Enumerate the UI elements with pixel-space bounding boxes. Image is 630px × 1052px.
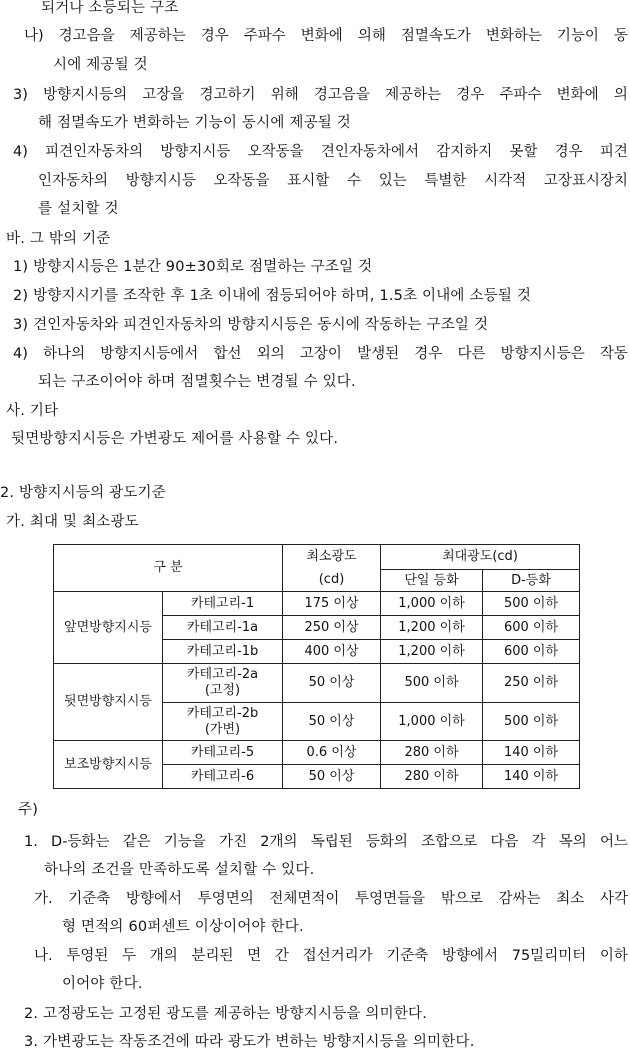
word: 어느 — [599, 834, 628, 850]
text-line: 해 점멸속도가 변화하는 기능이 동시에 제공될 것 — [38, 115, 351, 131]
min-cell: 400 이상 — [283, 640, 381, 664]
word: 의해 — [357, 28, 386, 44]
text-line — [13, 344, 628, 364]
word: 경우 — [200, 28, 229, 44]
max-single-cell: 1,000 이하 — [381, 592, 483, 616]
text-line: 2) 방향지시기를 조작한 후 1초 이내에 점등되어야 하며, 1.5초 이내에 소등될 것 — [13, 288, 532, 304]
header-max-single: 단일 등화 — [381, 570, 483, 592]
category-cell: 카테고리-2a (고정) — [163, 664, 283, 703]
word: 다른 — [457, 346, 486, 362]
text-line — [38, 171, 628, 191]
word: 견인자동차에서 — [320, 144, 419, 160]
min-cell: 50 이상 — [283, 664, 381, 703]
word: 방향에서 — [126, 891, 183, 907]
word: 투영면의 — [197, 891, 254, 907]
min-cell: 175 이상 — [283, 592, 381, 616]
word: 조합으로 — [421, 834, 478, 850]
word: 방향지시등은 — [500, 346, 585, 362]
max-d-cell: 250 이하 — [483, 664, 580, 703]
word: 기능이 — [556, 28, 599, 44]
max-d-cell: 140 이하 — [483, 741, 580, 765]
word: 기준축 — [386, 948, 429, 964]
word: 인자동차의 — [38, 173, 109, 189]
word: 경고음을 — [58, 28, 115, 44]
word: 분리된 — [191, 948, 234, 964]
text-line — [13, 142, 628, 162]
header-division: 구 분 — [54, 545, 283, 592]
note-line — [24, 832, 628, 852]
word: 같은 — [122, 834, 151, 850]
section-heading: 가. 최대 및 최소광도 — [6, 514, 139, 530]
note-line — [34, 889, 628, 909]
word: 제공하는 — [385, 87, 442, 103]
word: 제공하는 — [129, 28, 186, 44]
note-line — [34, 946, 628, 966]
word: 변화하는 — [485, 28, 542, 44]
word: 투영된 — [66, 948, 109, 964]
max-d-cell: 500 이하 — [483, 703, 580, 741]
section-heading: 바. 그 밖의 기준 — [6, 231, 111, 247]
max-d-cell: 140 이하 — [483, 765, 580, 789]
word: 나. — [34, 948, 53, 964]
category-cell: 카테고리-1b — [163, 640, 283, 664]
word: 경고음을 — [313, 87, 370, 103]
word: 못할 — [509, 144, 538, 160]
word: 동 — [613, 28, 628, 44]
word: 수 — [346, 173, 361, 189]
word: 경고하기 — [199, 87, 256, 103]
word: 합선 — [213, 346, 242, 362]
word: 전체면적이 — [269, 891, 340, 907]
max-d-cell: 600 이하 — [483, 616, 580, 640]
word: 사각 — [599, 891, 628, 907]
max-d-cell: 600 이하 — [483, 640, 580, 664]
word: 다음 — [490, 834, 519, 850]
header-max-intensity: 최대광도(cd) — [381, 545, 580, 570]
word: 고장이 — [299, 346, 342, 362]
min-cell: 250 이상 — [283, 616, 381, 640]
word: 피견 — [599, 144, 628, 160]
word: 고장표시장치 — [543, 173, 628, 189]
word: 가진 — [219, 834, 248, 850]
category-cell: 카테고리-1a — [163, 616, 283, 640]
word: 오작동을 — [213, 173, 270, 189]
category-cell: 카테고리-2b (가변) — [163, 703, 283, 741]
word: 투영면들을 — [355, 891, 426, 907]
group-label: 뒷면방향지시등 — [54, 664, 163, 741]
table-row — [54, 592, 580, 616]
category-cell: 카테고리-1 — [163, 592, 283, 616]
word: 있는 — [378, 173, 407, 189]
table-row — [54, 741, 580, 765]
word: 2개의 — [260, 834, 298, 850]
section-heading: 2. 방향지시등의 광도기준 — [0, 485, 166, 501]
word: 가. — [34, 891, 53, 907]
text-line: 를 설치할 것 — [38, 201, 119, 217]
word: 각 — [531, 834, 546, 850]
word: 개의 — [149, 948, 178, 964]
max-single-cell: 500 이하 — [381, 664, 483, 703]
word: D-등화는 — [51, 834, 110, 850]
max-single-cell: 280 이하 — [381, 765, 483, 789]
word: 의 — [613, 87, 628, 103]
max-single-cell: 1,200 이하 — [381, 640, 483, 664]
word: 4) — [13, 144, 28, 160]
max-single-cell: 1,200 이하 — [381, 616, 483, 640]
word: 독립된 — [310, 834, 353, 850]
text-line: 되는 구조이어야 하며 점멸횟수는 변경될 수 있다. — [38, 374, 356, 390]
min-cell: 0.6 이상 — [283, 741, 381, 765]
word: 목의 — [558, 834, 587, 850]
word: 경우 — [414, 346, 443, 362]
word: 방향에서 — [442, 948, 499, 964]
header-max-d: D-등화 — [483, 570, 580, 592]
word: 두 — [122, 948, 137, 964]
note-line: 3. 가변광도는 작동조건에 따라 광도가 변하는 방향지시등을 의미한다. — [24, 1034, 475, 1050]
word: 발생된 — [357, 346, 400, 362]
word: 접선거리가 — [302, 948, 373, 964]
word: 주파수 — [499, 87, 542, 103]
note-line: 2. 고정광도는 고정된 광도를 제공하는 방향지시등을 의미한다. — [24, 1006, 428, 1022]
text-line: 되거나 소등되는 구조 — [41, 0, 179, 16]
word: 간 — [274, 948, 289, 964]
word: 방향지시등 — [160, 144, 231, 160]
word: 주파수 — [243, 28, 286, 44]
word: 감지하지 — [436, 144, 493, 160]
word: 변화에 — [300, 28, 343, 44]
word: 이하 — [599, 948, 628, 964]
text-line: 뒷면방향지시등은 가변광도 제어를 사용할 수 있다. — [11, 431, 339, 447]
word: 75밀리미터 — [511, 948, 587, 964]
text-line — [24, 26, 628, 46]
table-row — [54, 664, 580, 703]
word: 작동 — [599, 346, 628, 362]
word: 오작동을 — [247, 144, 304, 160]
word: 기능을 — [163, 834, 206, 850]
word: 변화에 — [556, 87, 599, 103]
section-heading: 사. 기타 — [6, 403, 59, 419]
note-line: 형 면적의 60퍼센트 이상이어야 한다. — [62, 919, 304, 935]
note-line: 이어야 한다. — [62, 976, 143, 992]
word: 4) — [13, 346, 28, 362]
word: 면 — [247, 948, 262, 964]
text-line: 3) 견인자동차와 피견인자동차의 방향지시등은 동시에 작동하는 구조일 것 — [13, 317, 489, 333]
word: 밖으로 — [440, 891, 483, 907]
word: 방향지시등 — [125, 173, 196, 189]
word: 나) — [24, 28, 44, 44]
min-cell: 50 이상 — [283, 765, 381, 789]
notes-heading: 주) — [18, 802, 39, 818]
word: 경우 — [456, 87, 485, 103]
min-cell: 50 이상 — [283, 703, 381, 741]
max-single-cell: 1,000 이하 — [381, 703, 483, 741]
word: 외의 — [256, 346, 285, 362]
max-d-cell: 500 이하 — [483, 592, 580, 616]
group-label: 앞면방향지시등 — [54, 592, 163, 664]
max-single-cell: 280 이하 — [381, 741, 483, 765]
word: 감싸는 — [498, 891, 541, 907]
word: 고장을 — [142, 87, 185, 103]
word: 방향지시등에서 — [100, 346, 199, 362]
category-cell: 카테고리-5 — [163, 741, 283, 765]
word: 피견인자동차의 — [45, 144, 144, 160]
text-line: 시에 제공될 것 — [53, 57, 148, 73]
text-line — [13, 85, 628, 105]
word: 표시할 — [287, 173, 330, 189]
word: 방향지시등의 — [43, 87, 128, 103]
word: 등화의 — [365, 834, 408, 850]
word: 하나의 — [43, 346, 86, 362]
word: 시각적 — [484, 173, 527, 189]
group-label: 보조방향지시등 — [54, 741, 163, 789]
note-line: 하나의 조건을 만족하도록 설치할 수 있다. — [44, 862, 315, 878]
word: 특별한 — [424, 173, 467, 189]
word: 최소 — [556, 891, 585, 907]
word: 경우 — [554, 144, 583, 160]
word: 기준축 — [68, 891, 111, 907]
word: 3) — [13, 87, 28, 103]
text-line: 1) 방향지시등은 1분간 90±30회로 점멸하는 구조일 것 — [13, 259, 373, 275]
word: 점멸속도가 — [400, 28, 471, 44]
category-cell: 카테고리-6 — [163, 765, 283, 789]
intensity-table — [53, 544, 580, 789]
word: 위해 — [270, 87, 299, 103]
word: 1. — [24, 834, 38, 850]
header-min-intensity: 최소광도 (cd) — [283, 545, 381, 592]
